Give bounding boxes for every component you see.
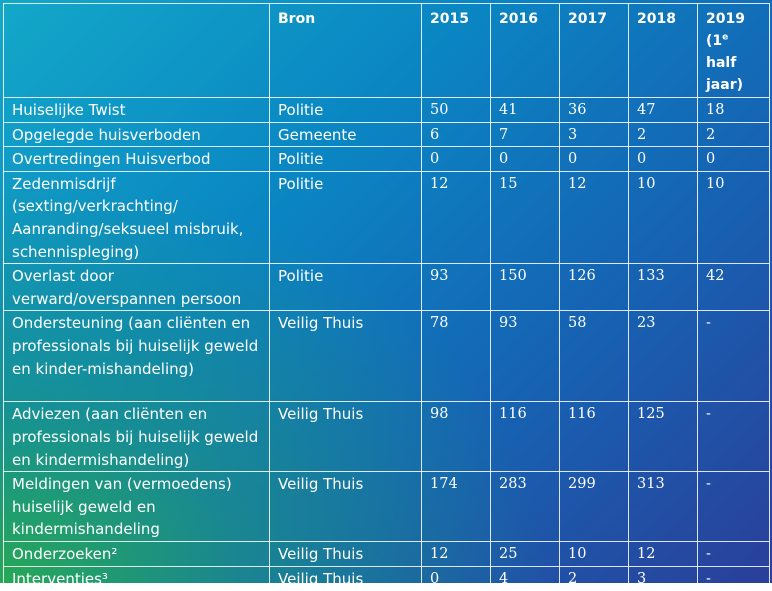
row-label: Onderzoeken² <box>4 541 270 566</box>
row-label: Huiselijke Twist <box>4 98 270 123</box>
header-2018: 2018 <box>629 4 698 98</box>
header-label-cell <box>4 4 270 98</box>
value-2017: 126 <box>560 264 629 311</box>
row-label: Overlast door verward/overspannen persoon <box>4 264 270 311</box>
value-2019: - <box>698 402 770 472</box>
value-2017: 3 <box>560 122 629 147</box>
value-2019: 0 <box>698 147 770 172</box>
row-label: Adviezen (aan cliënten en professionals bij huiselijk geweld en kindermishandeling) <box>4 402 270 472</box>
header-2016: 2016 <box>491 4 560 98</box>
value-2018: 47 <box>629 98 698 123</box>
value-2018: 133 <box>629 264 698 311</box>
value-2019: 10 <box>698 171 770 263</box>
value-2017: 12 <box>560 171 629 263</box>
value-2018: 125 <box>629 402 698 472</box>
value-2018: 12 <box>629 541 698 566</box>
table-row <box>4 566 770 591</box>
value-2018: 0 <box>629 147 698 172</box>
value-2017: 36 <box>560 98 629 123</box>
row-label: Opgelegde huisverboden <box>4 122 270 147</box>
value-2015: 174 <box>422 472 491 542</box>
value-2015: 0 <box>422 566 491 591</box>
table-row <box>4 472 770 542</box>
header-2019-paren: (1 <box>706 33 723 49</box>
row-source: Politie <box>270 98 422 123</box>
table-row <box>4 98 770 123</box>
header-source: Bron <box>270 4 422 98</box>
value-2016: 93 <box>491 311 560 402</box>
row-source: Veilig Thuis <box>270 566 422 591</box>
value-2015: 50 <box>422 98 491 123</box>
header-2017: 2017 <box>560 4 629 98</box>
value-2018: 3 <box>629 566 698 591</box>
header-2019-sup: e <box>722 32 729 43</box>
row-source: Veilig Thuis <box>270 472 422 542</box>
value-2018: 2 <box>629 122 698 147</box>
value-2019: 42 <box>698 264 770 311</box>
value-2015: 6 <box>422 122 491 147</box>
value-2016: 0 <box>491 147 560 172</box>
value-2015: 0 <box>422 147 491 172</box>
row-source: Politie <box>270 171 422 263</box>
row-label: Ondersteuning (aan cliënten en professionals bij huiselijk geweld en kinder-mishandeling) <box>4 311 270 402</box>
value-2016: 7 <box>491 122 560 147</box>
table-row <box>4 147 770 172</box>
value-2019: - <box>698 541 770 566</box>
row-source: Veilig Thuis <box>270 311 422 402</box>
statistics-table <box>3 3 770 591</box>
value-2018: 23 <box>629 311 698 402</box>
header-2019-half: half <box>706 55 737 71</box>
value-2019: 2 <box>698 122 770 147</box>
header-row <box>4 4 770 98</box>
value-2016: 25 <box>491 541 560 566</box>
value-2019: - <box>698 566 770 591</box>
value-2019: - <box>698 472 770 542</box>
value-2017: 10 <box>560 541 629 566</box>
value-2017: 2 <box>560 566 629 591</box>
value-2016: 150 <box>491 264 560 311</box>
table-row <box>4 171 770 263</box>
value-2017: 0 <box>560 147 629 172</box>
table-row <box>4 541 770 566</box>
value-2015: 78 <box>422 311 491 402</box>
value-2018: 313 <box>629 472 698 542</box>
value-2015: 12 <box>422 541 491 566</box>
value-2017: 58 <box>560 311 629 402</box>
value-2018: 10 <box>629 171 698 263</box>
value-2016: 4 <box>491 566 560 591</box>
value-2019: 18 <box>698 98 770 123</box>
table-row <box>4 264 770 311</box>
value-2016: 41 <box>491 98 560 123</box>
row-label: Interventies³ <box>4 566 270 591</box>
value-2017: 116 <box>560 402 629 472</box>
value-2017: 299 <box>560 472 629 542</box>
row-label: Overtredingen Huisverbod <box>4 147 270 172</box>
row-label: Zedenmisdrijf (sexting/verkrachting/ Aanranding/seksueel misbruik, schennispleging) <box>4 171 270 263</box>
table-row <box>4 402 770 472</box>
header-2019-jaar: jaar) <box>706 77 743 93</box>
table-row <box>4 311 770 402</box>
value-2015: 93 <box>422 264 491 311</box>
header-2015: 2015 <box>422 4 491 98</box>
header-2019 <box>698 4 770 98</box>
value-2015: 98 <box>422 402 491 472</box>
row-label: Meldingen van (vermoedens) huiselijk geweld en kindermishandeling <box>4 472 270 542</box>
value-2015: 12 <box>422 171 491 263</box>
value-2019: - <box>698 311 770 402</box>
row-source: Veilig Thuis <box>270 541 422 566</box>
row-source: Veilig Thuis <box>270 402 422 472</box>
row-source: Politie <box>270 147 422 172</box>
row-source: Gemeente <box>270 122 422 147</box>
value-2016: 116 <box>491 402 560 472</box>
header-2019-year: 2019 <box>706 11 745 27</box>
value-2016: 283 <box>491 472 560 542</box>
row-source: Politie <box>270 264 422 311</box>
value-2016: 15 <box>491 171 560 263</box>
table-row <box>4 122 770 147</box>
